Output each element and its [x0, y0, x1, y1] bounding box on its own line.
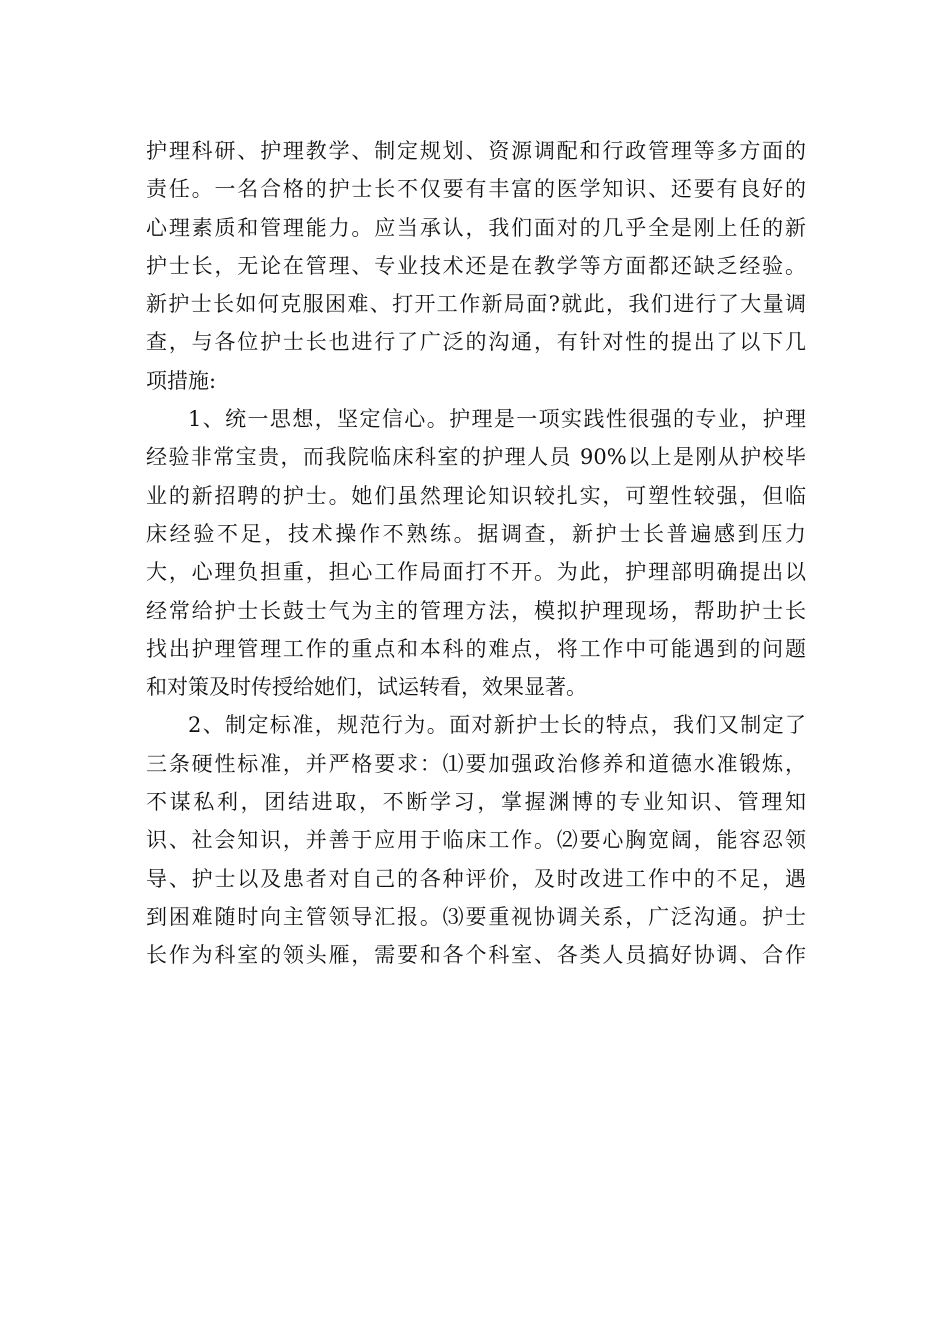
text-line: 不谋私利，团结进取，不断学习，掌握渊博的专业知识、管理知: [146, 790, 806, 815]
text-line: 床经验不足，技术操作不熟练。据调查，新护士长普遍感到压力: [146, 521, 806, 546]
text-line: 长作为科室的领头雁，需要和各个科室、各类人员搞好协调、合作: [146, 943, 806, 968]
text-line: 护士长，无论在管理、专业技术还是在教学等方面都还缺乏经验。: [146, 253, 806, 278]
text-line: 查，与各位护士长也进行了广泛的沟通，有针对性的提出了以下几: [146, 330, 806, 355]
text-line: 心理素质和管理能力。应当承认，我们面对的几乎全是刚上任的新: [146, 215, 806, 240]
text-line: 新护士长如何克服困难、打开工作新局面?就此，我们进行了大量调: [146, 292, 806, 317]
text-line: 经常给护士长鼓士气为主的管理方法，模拟护理现场，帮助护士长: [146, 598, 806, 623]
document-body: [146, 132, 806, 975]
text-line: 三条硬性标准，并严格要求：⑴要加强政治修养和道德水准锻炼，: [146, 751, 806, 776]
text-line: 业的新招聘的护士。她们虽然理论知识较扎实，可塑性较强，但临: [146, 483, 806, 508]
text-line: 护理科研、护理教学、制定规划、资源调配和行政管理等多方面的: [146, 139, 806, 163]
text-line: 责任。一名合格的护士长不仅要有丰富的医学知识、还要有良好的: [146, 177, 806, 202]
text-line: 和对策及时传授给她们，试运转看，效果显著。: [146, 675, 587, 700]
paragraph-1-start: 1、统一思想，坚定信心。护理是一项实践性很强的专业，护理: [188, 407, 806, 432]
text-line: 经验非常宝贵，而我院临床科室的护理人员 90%以上是刚从护校毕: [146, 445, 806, 470]
text-line: 项措施:: [146, 368, 217, 393]
text-line: 大，心理负担重，担心工作局面打不开。为此，护理部明确提出以: [146, 560, 806, 585]
text-line: 找出护理管理工作的重点和本科的难点，将工作中可能遇到的问题: [146, 636, 806, 661]
text-line: 导、护士以及患者对自己的各种评价，及时改进工作中的不足，遇: [146, 866, 806, 891]
text-line: 到困难随时向主管领导汇报。⑶要重视协调关系，广泛沟通。护士: [146, 904, 806, 929]
text-line: 识、社会知识，并善于应用于临床工作。⑵要心胸宽阔，能容忍领: [146, 828, 806, 853]
paragraph-2-start: 2、制定标准，规范行为。面对新护士长的特点，我们又制定了: [188, 713, 806, 738]
